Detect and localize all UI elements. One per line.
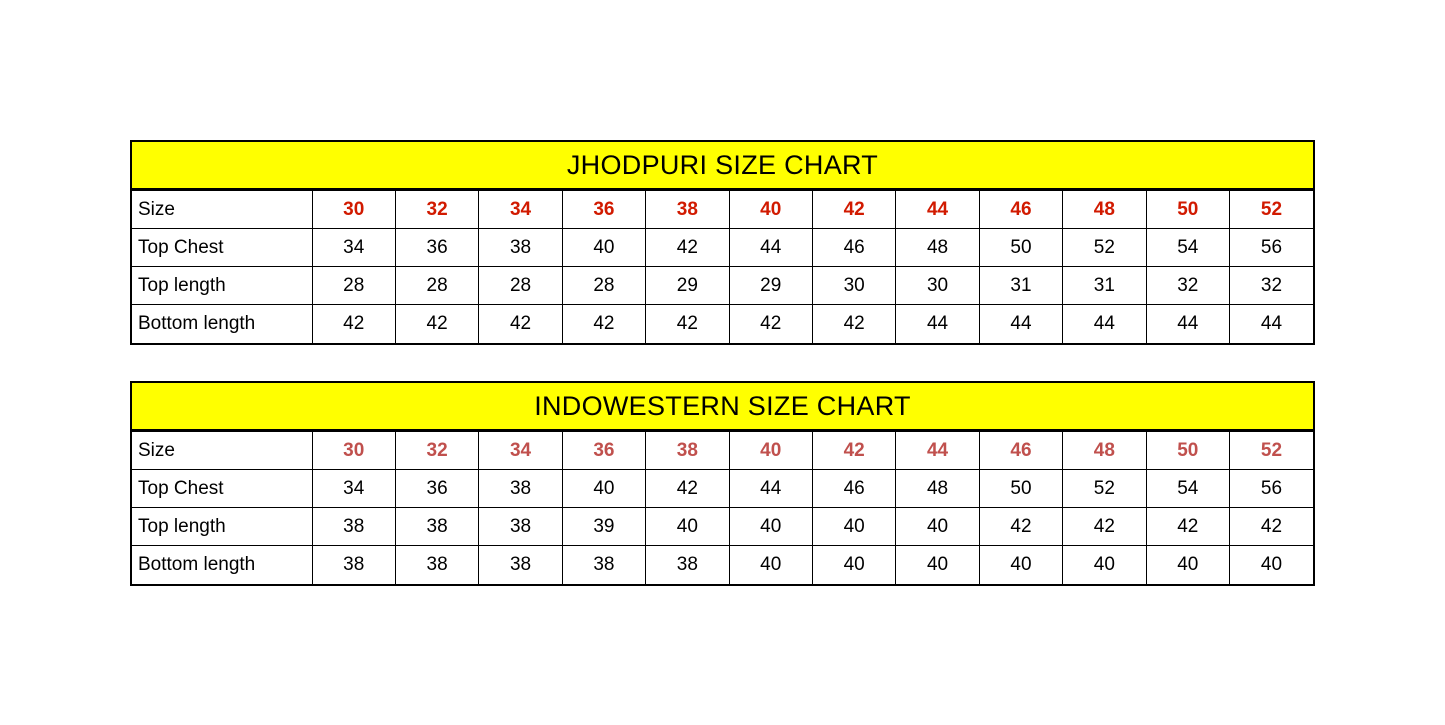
data-cell: 30 [812, 267, 895, 305]
data-cell: 44 [1063, 305, 1146, 343]
data-cell: 54 [1146, 229, 1229, 267]
data-cell: 38 [646, 546, 729, 584]
jhodpuri-title-bar [132, 142, 1313, 190]
data-cell: 44 [896, 305, 979, 343]
data-cell: 42 [479, 305, 562, 343]
data-cell: 42 [646, 229, 729, 267]
row-label: Bottom length [132, 305, 312, 343]
size-header-cell: 38 [646, 432, 729, 470]
data-cell: 44 [729, 229, 812, 267]
data-cell: 44 [979, 305, 1062, 343]
data-cell: 44 [1146, 305, 1229, 343]
table-row [132, 546, 1313, 584]
size-header-cell: 46 [979, 432, 1062, 470]
data-cell: 50 [979, 470, 1062, 508]
data-cell: 42 [1146, 508, 1229, 546]
data-cell: 40 [562, 229, 645, 267]
data-cell: 46 [812, 470, 895, 508]
size-header-cell: 44 [896, 432, 979, 470]
table-row [132, 305, 1313, 343]
size-header-cell: 30 [312, 191, 395, 229]
data-cell: 42 [395, 305, 478, 343]
size-header-cell: 30 [312, 432, 395, 470]
data-cell: 44 [1229, 305, 1313, 343]
data-cell: 46 [812, 229, 895, 267]
data-cell: 32 [1229, 267, 1313, 305]
data-cell: 42 [646, 470, 729, 508]
size-header-cell: 36 [562, 432, 645, 470]
table-row [132, 229, 1313, 267]
size-header-cell: 34 [479, 432, 562, 470]
data-cell: 40 [729, 508, 812, 546]
data-cell: 44 [729, 470, 812, 508]
data-cell: 36 [395, 229, 478, 267]
size-header-cell: 40 [729, 191, 812, 229]
data-cell: 36 [395, 470, 478, 508]
data-cell: 38 [479, 508, 562, 546]
data-cell: 29 [729, 267, 812, 305]
size-header-cell: 50 [1146, 191, 1229, 229]
row-label: Top Chest [132, 470, 312, 508]
data-cell: 29 [646, 267, 729, 305]
row-label: Top length [132, 508, 312, 546]
data-cell: 38 [479, 546, 562, 584]
data-cell: 38 [312, 546, 395, 584]
row-label: Size [132, 432, 312, 470]
row-label: Top Chest [132, 229, 312, 267]
data-cell: 42 [1229, 508, 1313, 546]
data-cell: 40 [562, 470, 645, 508]
data-cell: 40 [812, 508, 895, 546]
data-cell: 28 [395, 267, 478, 305]
jhodpuri-size-chart [130, 140, 1315, 345]
table-row [132, 267, 1313, 305]
data-cell: 34 [312, 229, 395, 267]
indowestern-title-bar [132, 383, 1313, 431]
size-header-cell: 32 [395, 191, 478, 229]
data-cell: 38 [395, 546, 478, 584]
data-cell: 48 [896, 470, 979, 508]
data-cell: 56 [1229, 470, 1313, 508]
data-cell: 40 [979, 546, 1062, 584]
data-cell: 32 [1146, 267, 1229, 305]
data-cell: 28 [562, 267, 645, 305]
table-row [132, 470, 1313, 508]
data-cell: 42 [1063, 508, 1146, 546]
data-cell: 38 [479, 470, 562, 508]
data-cell: 30 [896, 267, 979, 305]
jhodpuri-title: JHODPURI SIZE CHART [566, 149, 879, 180]
data-cell: 38 [312, 508, 395, 546]
data-cell: 42 [812, 305, 895, 343]
size-header-cell: 50 [1146, 432, 1229, 470]
size-header-cell: 46 [979, 191, 1062, 229]
table-row [132, 508, 1313, 546]
data-cell: 34 [312, 470, 395, 508]
data-cell: 28 [479, 267, 562, 305]
data-cell: 42 [979, 508, 1062, 546]
data-cell: 54 [1146, 470, 1229, 508]
data-cell: 42 [562, 305, 645, 343]
data-cell: 40 [896, 546, 979, 584]
size-header-cell: 42 [812, 432, 895, 470]
data-cell: 40 [812, 546, 895, 584]
data-cell: 40 [646, 508, 729, 546]
data-cell: 28 [312, 267, 395, 305]
size-header-cell: 48 [1063, 432, 1146, 470]
row-label: Size [132, 191, 312, 229]
data-cell: 31 [979, 267, 1062, 305]
row-label: Top length [132, 267, 312, 305]
table-row [132, 191, 1313, 229]
data-cell: 38 [562, 546, 645, 584]
data-cell: 38 [479, 229, 562, 267]
data-cell: 40 [729, 546, 812, 584]
size-header-cell: 52 [1229, 191, 1313, 229]
size-header-cell: 44 [896, 191, 979, 229]
data-cell: 40 [896, 508, 979, 546]
size-header-cell: 40 [729, 432, 812, 470]
data-cell: 42 [729, 305, 812, 343]
data-cell: 38 [395, 508, 478, 546]
size-header-cell: 36 [562, 191, 645, 229]
size-header-cell: 48 [1063, 191, 1146, 229]
data-cell: 42 [646, 305, 729, 343]
jhodpuri-table [132, 190, 1313, 343]
data-cell: 40 [1063, 546, 1146, 584]
data-cell: 52 [1063, 229, 1146, 267]
data-cell: 42 [312, 305, 395, 343]
data-cell: 52 [1063, 470, 1146, 508]
data-cell: 50 [979, 229, 1062, 267]
indowestern-table [132, 431, 1313, 584]
data-cell: 39 [562, 508, 645, 546]
size-header-cell: 32 [395, 432, 478, 470]
indowestern-title: INDOWESTERN SIZE CHART [534, 390, 911, 421]
data-cell: 48 [896, 229, 979, 267]
size-header-cell: 52 [1229, 432, 1313, 470]
data-cell: 40 [1146, 546, 1229, 584]
data-cell: 56 [1229, 229, 1313, 267]
size-header-cell: 34 [479, 191, 562, 229]
data-cell: 40 [1229, 546, 1313, 584]
size-header-cell: 42 [812, 191, 895, 229]
size-header-cell: 38 [646, 191, 729, 229]
indowestern-size-chart [130, 381, 1315, 586]
row-label: Bottom length [132, 546, 312, 584]
data-cell: 31 [1063, 267, 1146, 305]
table-row [132, 432, 1313, 470]
